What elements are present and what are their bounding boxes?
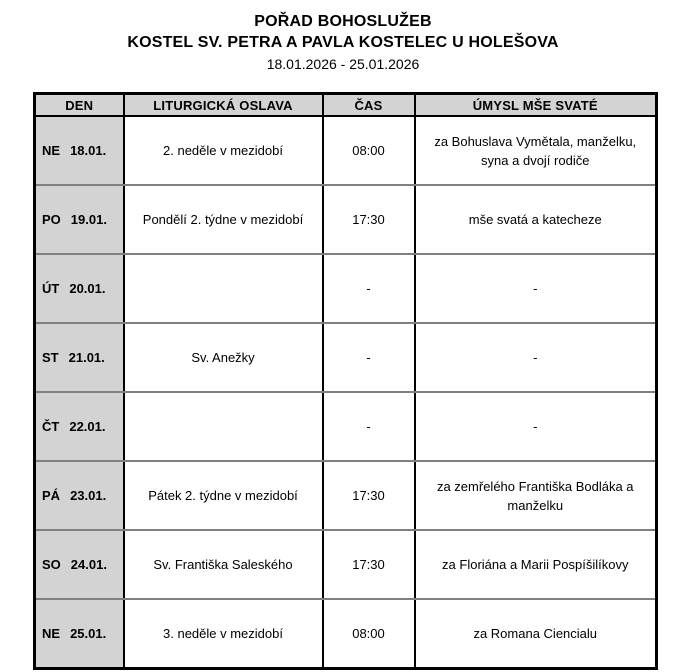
time-cell: - [323, 392, 415, 461]
table-row [35, 254, 657, 323]
day-abbrev: ST [42, 350, 59, 365]
celebration-cell: Pátek 2. týdne v mezidobí [124, 461, 323, 530]
celebration-cell: Pondělí 2. týdne v mezidobí [124, 185, 323, 254]
intention-cell: - [415, 392, 657, 461]
day-date: 25.01. [70, 626, 107, 641]
time-cell: - [323, 323, 415, 392]
column-header-day: DEN [35, 94, 124, 117]
mass-schedule-table [33, 92, 658, 670]
day-abbrev: NE [42, 143, 61, 158]
day-cell [35, 599, 124, 669]
table-row [35, 461, 657, 530]
celebration-cell [124, 392, 323, 461]
time-cell: - [323, 254, 415, 323]
column-header-celebration: LITURGICKÁ OSLAVA [124, 94, 323, 117]
day-date: 22.01. [69, 419, 106, 434]
table-row [35, 392, 657, 461]
day-abbrev: ČT [42, 419, 60, 434]
time-cell: 17:30 [323, 530, 415, 599]
intention-cell: za Bohuslava Vymětala, manželku, syna a dvojí rodiče [415, 116, 657, 185]
day-abbrev: PÁ [42, 488, 61, 503]
day-cell [35, 116, 124, 185]
table-row [35, 116, 657, 185]
day-abbrev: PO [42, 212, 61, 227]
celebration-cell: Sv. Anežky [124, 323, 323, 392]
table-row [35, 599, 657, 669]
celebration-cell [124, 254, 323, 323]
intention-cell: za zemřelého Františka Bodláka a manželku [415, 461, 657, 530]
time-cell: 17:30 [323, 185, 415, 254]
table-row [35, 323, 657, 392]
time-cell: 08:00 [323, 116, 415, 185]
day-cell [35, 323, 124, 392]
intention-cell: za Romana Ciencialu [415, 599, 657, 669]
church-name: KOSTEL SV. PETRA A PAVLA KOSTELEC U HOLEŠOVA [127, 34, 559, 51]
day-cell [35, 530, 124, 599]
table-header-row [35, 94, 657, 117]
day-date: 20.01. [69, 281, 106, 296]
day-abbrev: ÚT [42, 281, 60, 296]
day-cell [35, 185, 124, 254]
day-date: 18.01. [70, 143, 107, 158]
celebration-cell: 2. neděle v mezidobí [124, 116, 323, 185]
day-date: 19.01. [70, 212, 107, 227]
intention-cell: - [415, 254, 657, 323]
day-abbrev: NE [42, 626, 61, 641]
table-row [35, 185, 657, 254]
celebration-cell: 3. neděle v mezidobí [124, 599, 323, 669]
day-date: 23.01. [70, 488, 107, 503]
time-cell: 08:00 [323, 599, 415, 669]
column-header-time: ČAS [323, 94, 415, 117]
intention-cell: mše svatá a katecheze [415, 185, 657, 254]
intention-cell: za Floriána a Marii Pospíšilíkovy [415, 530, 657, 599]
time-cell: 17:30 [323, 461, 415, 530]
document-header [0, 0, 686, 75]
day-cell [35, 461, 124, 530]
day-date: 24.01. [70, 557, 107, 572]
document-title: POŘAD BOHOSLUŽEB [254, 13, 432, 30]
celebration-cell: Sv. Františka Saleského [124, 530, 323, 599]
intention-cell: - [415, 323, 657, 392]
day-cell [35, 392, 124, 461]
day-abbrev: SO [42, 557, 61, 572]
day-date: 21.01. [68, 350, 105, 365]
column-header-intention: ÚMYSL MŠE SVATÉ [415, 94, 657, 117]
table-row [35, 530, 657, 599]
day-cell [35, 254, 124, 323]
date-range: 18.01.2026 - 25.01.2026 [266, 56, 420, 72]
